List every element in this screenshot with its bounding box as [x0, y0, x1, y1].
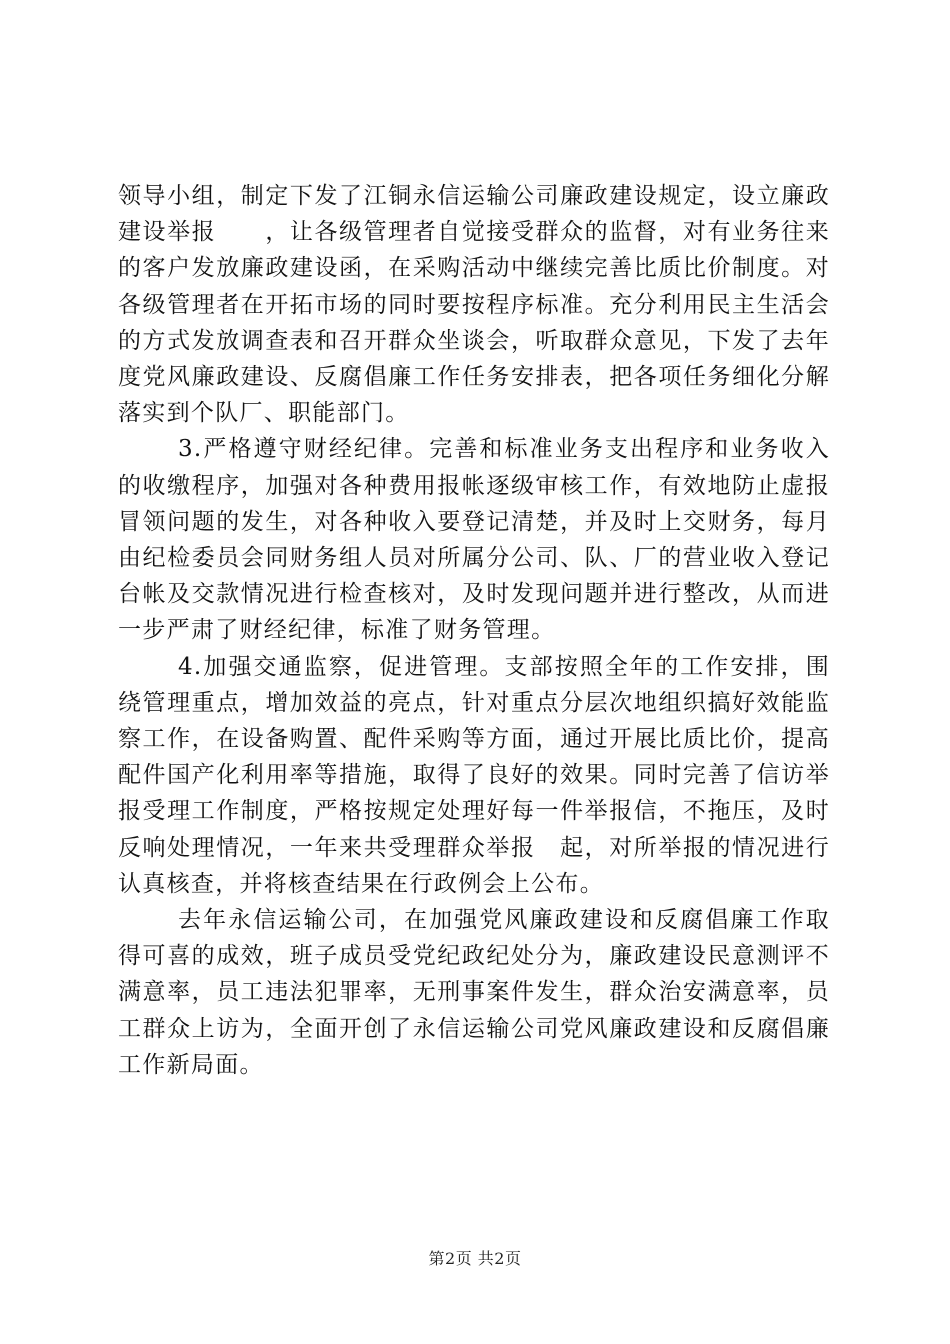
- document-body: [118, 178, 830, 1083]
- page-number-footer: 第2页 共2页: [428, 1249, 522, 1268]
- paragraph-annual-summary: 去年永信运输公司，在加强党风廉政建设和反腐倡廉工作取得可喜的成效，班子成员受党纪政纪处分为，廉政建设民意测评不满意率，员工违法犯罪率，无刑事案件发生，群众治安满意率，员工群众上访为，全面开创了永信运输公司党风廉政建设和反腐倡廉工作新局面。: [118, 907, 830, 1078]
- paragraph-leadership-group: 领导小组，制定下发了江铜永信运输公司廉政建设规定，设立廉政建设举报 ，让各级管理者自觉接受群众的监督，对有业务往来的客户发放廉政建设函，在采购活动中继续完善比质比价制度。对各级管理者在开拓市场的同时要按程序标准。充分利用民主生活会的方式发放调查表和召开群众坐谈会，听取群众意见，下发了去年度党风廉政建设、反腐倡廉工作任务安排表，把各项任务细化分解落实到个队厂、职能部门。: [118, 183, 830, 427]
- paragraph-traffic-supervision: 4.加强交通监察，促进管理。支部按照全年的工作安排，围绕管理重点，增加效益的亮点，针对重点分层次地组织搞好效能监察工作，在设备购置、配件采购等方面，通过开展比质比价，提高配件国产化利用率等措施，取得了良好的效果。同时完善了信访举报受理工作制度，严格按规定处理好每一件举报信，不拖压，及时反响处理情况，一年来共受理群众举报 起，对所举报的情况进行认真核查，并将核查结果在行政例会上公布。: [118, 653, 830, 897]
- paragraph-financial-discipline: 3.严格遵守财经纪律。完善和标准业务支出程序和业务收入的收缴程序，加强对各种费用报帐逐级审核工作，有效地防止虚报冒领问题的发生，对各种收入要登记清楚，并及时上交财务，每月由纪检委员会同财务组人员对所属分公司、队、厂的营业收入登记台帐及交款情况进行检查核对，及时发现问题并进行整改，从而进一步严肃了财经纪律，标准了财务管理。: [118, 436, 830, 644]
